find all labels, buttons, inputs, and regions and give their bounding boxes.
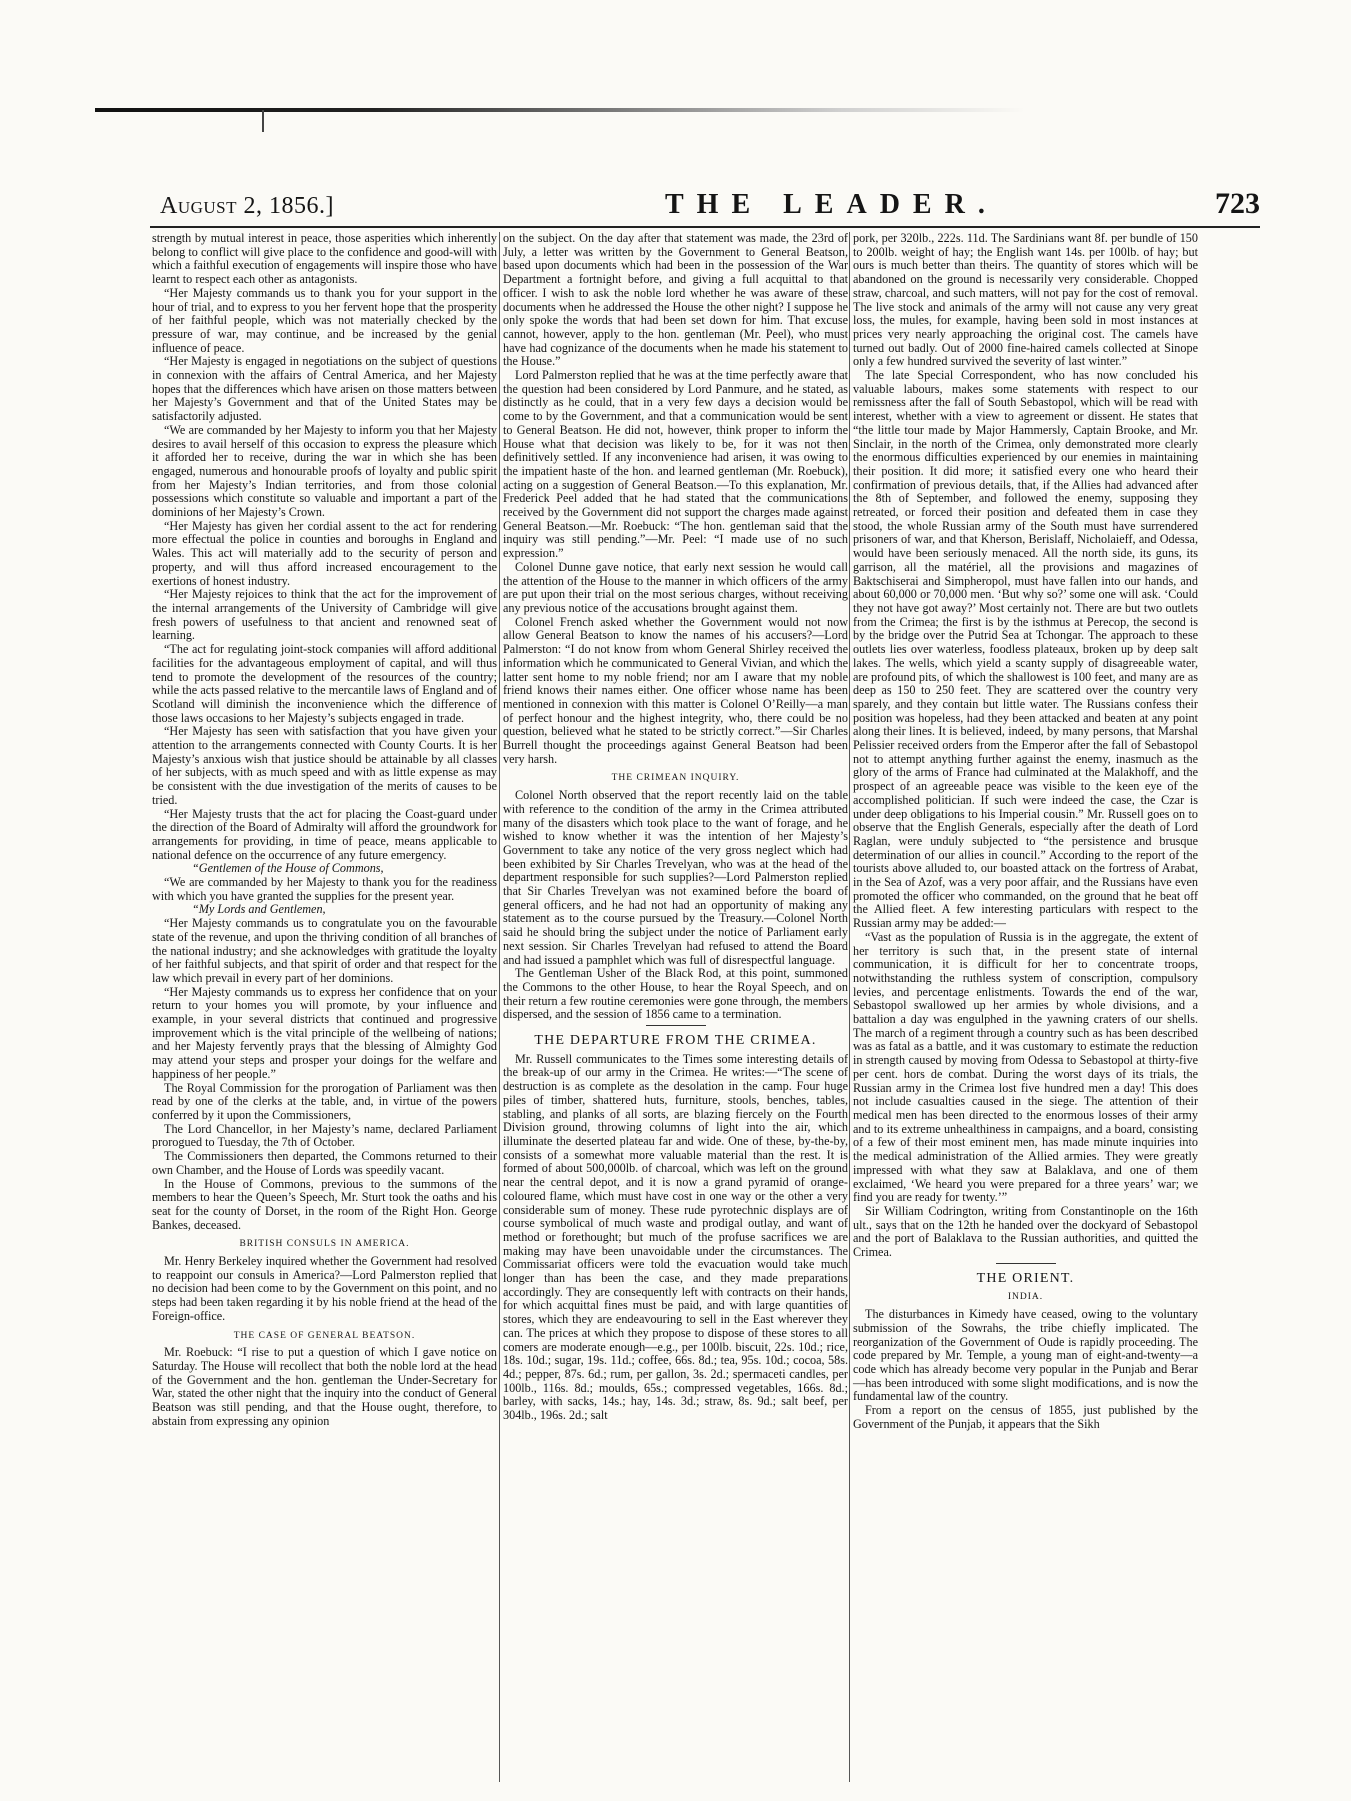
section-rule [646, 1025, 706, 1026]
column-divider [849, 232, 850, 1782]
article-heading: THE ORIENT. [976, 1270, 1075, 1286]
page-header [150, 185, 1260, 225]
paragraph: Mr. Russell communicates to the Times some interesting details of the break-up of our army in the Crimea. He writes:—“The scene of destruction is as complete as the desolation in the camp. Four huge piles of timber, shattered huts, furniture, stools, benches, tables, stabling, and planks of all sorts, are blazing fiercely on the Fourth Division ground, throwing columns of light into the air, which illuminate the deserted plateau far and wide. One of these, by-the-by, consists of a somewhat more valuable material than the rest. It is formed of about 500,000lb. of charcoal, which was left on the ground near the central depot, and it is now a grand pyramid of orange-coloured flame, which must have cost in one way or the other a very considerable sum of money. These rude pyrotechnic displays are of course symbolical of much waste and prodigal outlay, and want of method or forethought; but much of the profuse sacrifices we are making may have been unavoidable under the circumstances. The Commissariat officers were told the evacuation would take much longer than has been the case, and they made preparations accordingly. They are consequently left with contracts on their hands, for which acquittal fines must be paid, and with large quantities of stores, which they are endeavouring to sell in the East wherever they can. The prices at which they propose to dispose of these stores to all comers are moderate enough—e.g., per 100lb. biscuit, 22s. 10d.; rice, 18s. 10d.; sugar, 19s. 11d.; coffee, 66s. 8d.; tea, 95s. 10d.; cocoa, 58s. 4d.; pepper, 87s. 6d.; rum, per gallon, 3s. 2d.; spermaceti candles, per 100lb., 116s. 8d.; moulds, 65s.; compressed vegetables, 166s. 8d.; barley, with sacks, 14s.; hay, 14s. 3d.; straw, 8s. 9d.; salt beef, per 304lb., 196s. 2d.; salt [503, 1051, 848, 1423]
paragraph: pork, per 320lb., 222s. 11d. The Sardinians want 8f. per bundle of 150 to 200lb. weight of hay; the English want 14s. per 100lb. of hay; but ours is much better than theirs. The quantity of stores which will be abandoned on the ground is necessarily very considerable. Chopped straw, charcoal, and such matters, will not pay for the cost of removal. The live stock and animals of the army will not cause any very great loss, the mules, for example, having been sold in most instances at prices very nearly approaching the original cost. The camels have turned out badly. Out of 2000 fine-haired camels collected at Sinope only a few hundred survived the severity of last winter.” [853, 231, 1198, 369]
paragraph: The Lord Chancellor, in her Majesty’s name, declared Parliament prorogued to Tuesday, the 7th of October. [152, 1121, 497, 1150]
paragraph: “We are commanded by her Majesty to thank you for the readiness with which you have granted the supplies for the present year. [152, 875, 497, 903]
issue-date: August 2, 1856.] [160, 193, 334, 219]
paragraph: “The act for regulating joint-stock companies will afford additional facilities for the advantageous employment of capital, and will thus tend to promote the development of the resources of the country; while the acts passed relative to the mercantile laws of England and of Scotland will diminish the inconvenience which the difference of those laws occasions to her Majesty’s subjects engaged in trade. [152, 642, 497, 725]
paragraph: Colonel French asked whether the Government would not now allow General Beatson to know the names of his accusers?—Lord Palmerston: “I do not know from whom General Shirley received the information which he communicated to General Vivian, and which the latter sent home to my noble friend; nor am I aware that my noble friend knows their names either. One officer whose name has been mentioned in connexion with this matter is Colonel O’Reilly—a man of perfect honour and the highest integrity, who, there could be no question, believed what he stated to be strictly correct.”—Sir Charles Burrell thought the proceedings against General Beatson had been very harsh. [503, 614, 848, 766]
column-2 [503, 232, 848, 1423]
paragraph: The Royal Commission for the prorogation of Parliament was then read by one of the clerks at the table, and, in virtue of the powers conferred by it upon the Commissioners, [152, 1080, 497, 1122]
paragraph: Mr. Henry Berkeley inquired whether the Government had resolved to reappoint our consuls in America?—Lord Palmerston replied that no decision had been come to by the Government on this point, and no steps had been taken regarding it by his noble friend at the head of the Foreign-office. [152, 1254, 497, 1323]
paragraph: “Her Majesty commands us to express her confidence that on your return to your homes you will promote, by your influence and example, in your several districts that continued and progressive improvement which is the vital principle of the wellbeing of nations; and her Majesty fervently prays that the blessing of Almighty God may attend your steps and prosper your doings for the welfare and happiness of her people.” [152, 984, 497, 1081]
subheading: BRITISH CONSULS IN AMERICA. [239, 1239, 410, 1250]
paragraph: Colonel North observed that the report recently laid on the table with reference to the condition of the army in the Crimea attributed many of the disasters which took place to the want of forage, and he wished to know whether it was the intention of her Majesty’s Government to take any notice of the very gross neglect which had been exhibited by Sir Charles Trevelyan, who was at the head of the department responsible for such supplies?—Lord Palmerston replied that Sir Charles Trevelyan was not examined before the board of general officers, and he had not had an opportunity of making any statement as to the course pursued by the Treasury.—Colonel North said he should bring the subject under the notice of Parliament early next session. Sir Charles Trevelyan had refused to attend the Board and had issued a pamphlet which was full of disrespectful language. [503, 788, 848, 967]
paragraph: “Her Majesty has given her cordial assent to the act for rendering more effectual the police in counties and boroughs in England and Wales. This act will materially add to the security of person and property, and will thus afford increased encouragement to the exertions of honest industry. [152, 518, 497, 588]
column-3 [853, 232, 1198, 1431]
paragraph: The late Special Correspondent, who has now concluded his valuable labours, makes some statements with respect to our remissness after the fall of South Sebastopol, which will be read with interest, whether with a view to agreement or dissent. He states that “the little tour made by Major Hammersly, Captain Brooke, and Mr. Sinclair, in the north of the Crimea, only demonstrated more clearly the enormous difficulties experienced by our enemies in maintaining their position. It did more; it satisfied every one who heard their confirmation of previous details, that, if the Allies had advanced after the 8th of September, and followed the enemy, supposing they retreated, or forced their position and defeated them in case they stood, the whole Russian army of the South must have surrendered prisoners of war, and that Kherson, Berislaff, Nicholaieff, and Odessa, would have been seriously menaced. All the north side, its guns, its garrison, all the matériel, all the provisions and magazines of Baktschiserai and Simpheropol, must have fallen into our hands, and about 60,000 or 70,000 men. ‘But why so?’ some one will ask. ‘Could they not have got away?’ Most certainly not. There are but two outlets from the Crimea; the first is by the isthmus at Perecop, the second is by the bridge over the Putrid Sea at Tchongar. The approach to these outlets lies over waterless, foodless plateaux, broken up by deep salt lakes. The wells, which yield a scanty supply of disagreeable water, are profound pits, of which the shallowest is 100 feet, and many are as deep as 150 to 250 feet. They are scattered over the country very sparely, and they contain but little water. The Russians confess their position was hopeless, had they been attacked and beaten at any point along their lines. It is believed, indeed, by many persons, that Marshal Pelissier received orders from the Emperor after the fall of Sebastopol not to attempt anything further against the enemy, inasmuch as the glory of the arms of France had culminated at the Malakhoff, and the prospect of an agreeable peace was visible to the keen eye of the accomplished politician. If such were indeed the case, the Czar is under deep obligations to his Imperial cousin.” Mr. Russell goes on to observe that the English Generals, especially after the death of Lord Raglan, were unduly subjected to “the persistence and brusque determination of our allies in council.” According to the report of the tourists above alluded to, our boasted attack on the fortress of Arabat, in the Sea of Azof, was a very poor affair, and the Russians have even promoted the officer who commanded, on the ground that he beat off the Allied fleet. A few interesting particulars with respect to the Russian army may be added:— [853, 368, 1198, 931]
paragraph: “Her Majesty is engaged in negotiations on the subject of questions in connexion with the affairs of Central America, and her Majesty hopes that the differences which have arisen on those matters between her Majesty’s Government and that of the United States may be satisfactorily adjusted. [152, 354, 497, 424]
paragraph: Mr. Roebuck: “I rise to put a question of which I gave notice on Saturday. The House will recollect that both the noble lord at the head of the Government and the hon. gentleman the Under-Secretary for War, stated the other night that the inquiry into the conduct of General Beatson was still pending, and that the House ought, therefore, to abstain from expressing any opinion [152, 1345, 497, 1428]
paragraph: From a report on the census of 1855, just published by the Government of the Punjab, it appears that the Sikh [853, 1403, 1198, 1431]
paragraph: “Her Majesty rejoices to think that the act for the improvement of the internal arrangements of the University of Cambridge will give fresh powers of usefulness to that ancient and renowned seat of learning. [152, 587, 497, 643]
paragraph: Colonel Dunne gave notice, that early next session he would call the attention of the House to the manner in which officers of the army are put upon their trial on the most serious charges, without receiving any previous notice of the accusations brought against them. [503, 559, 848, 615]
paragraph: “Vast as the population of Russia is in the aggregate, the extent of her territory is such that, in the present state of internal communication, it is difficult for her to concentrate troops, notwithstanding the ruthless system of conscription, compulsory levies, and percentage enlistments. Towards the end of the war, Sebastopol swallowed up her armies by whole divisions, and a battalion a day was engulphed in the yawning craters of our shells. The march of a regiment through a country such as has been described was as fatal as a battle, and it was customary to estimate the reduction in strength caused by moving from Odessa to Sebastopol at thirty-five per cent. hors de combat. During the worst days of its trials, the Russian army in the Crimea lost five hundred men a day! This does not include casualties caused in the siege. The attention of their medical men has been directed to the enormous losses of their army and to its extreme unhealthiness in campaigns, and a board, consisting of a few of their most eminent men, has made minute inquiries into the medical administration of the Allied armies. They were greatly impressed with what they saw at Balaklava, and one of them exclaimed, ‘We heard you were prepared for a three years’ war; we find you are ready for twenty.’” [853, 929, 1198, 1205]
subheading: THE CRIMEAN INQUIRY. [611, 773, 740, 784]
column-1 [152, 232, 497, 1428]
paragraph: “Her Majesty trusts that the act for placing the Coast-guard under the direction of the Board of Admiralty will afford the groundwork for arrangements for providing, in time of peace, means applicable to national defence on the occurrence of any future emergency. [152, 806, 497, 862]
address-line: “My Lords and Gentlemen, [192, 902, 326, 917]
column-divider [499, 232, 500, 1782]
paragraph: “Her Majesty commands us to congratulate you on the favourable state of the revenue, and upon the thriving condition of all branches of the national industry; and she acknowledges with gratitude the loyalty of her faithful subjects, and that spirit of order and that respect for the law which prevail in every part of her dominions. [152, 916, 497, 985]
section-rule [996, 1263, 1056, 1264]
subheading: INDIA. [1007, 1292, 1044, 1303]
top-rule-tick [262, 110, 264, 132]
paragraph: The disturbances in Kimedy have ceased, owing to the voluntary submission of the Sowrahs, the tribe chiefly implicated. The reorganization of the Government of Oude is rapidly proceeding. The code prepared by Mr. Temple, a young man of eight-and-twenty—a code which has already become very popular in the Punjab and Berar—has been introduced with some slight modifications, and is now the fundamental law of the country. [853, 1307, 1198, 1404]
article-heading: THE DEPARTURE FROM THE CRIMEA. [534, 1033, 817, 1049]
top-rule-band [95, 108, 1025, 112]
subheading: THE CASE OF GENERAL BEATSON. [233, 1330, 416, 1341]
masthead-title: THE LEADER. [665, 189, 998, 220]
address-line: “Gentlemen of the House of Commons, [192, 861, 384, 876]
paragraph: on the subject. On the day after that statement was made, the 23rd of July, a letter was written by the Government to General Beatson, based upon documents which had been in the possession of the War Department a fortnight before, and giving a full acquittal to that officer. I wish to ask the noble lord whether he was aware of these documents when he addressed the House the other night? I suppose he only spoke the words that had been set down for him. That excuse cannot, however, apply to the hon. gentleman (Mr. Peel), who must have had cognizance of the documents when he made his statement to the House.” [503, 231, 848, 369]
paragraph: In the House of Commons, previous to the summons of the members to hear the Queen’s Speech, Mr. Sturt took the oaths and his seat for the county of Dorset, in the room of the Right Hon. George Bankes, deceased. [152, 1176, 497, 1232]
paragraph: Lord Palmerston replied that he was at the time perfectly aware that the question had been considered by Lord Panmure, and he stated, as distinctly as he could, that in a very few days a decision would be come to by the Government, and that a communication would be sent to General Beatson. He did not, however, think proper to inform the House what that decision was likely to be, for it was not then definitively settled. If any inconvenience had arisen, it was owing to the impatient haste of the hon. and learned gentleman (Mr. Roebuck), acting on a suggestion of General Beatson.—To this explanation, Mr. Frederick Peel added that he had stated that the communications received by the Government did not support the charges made against General Beatson.—Mr. Roebuck: “The hon. gentleman said that the inquiry was still pending.”—Mr. Peel: “I made use of no such expression.” [503, 368, 848, 561]
paragraph: The Gentleman Usher of the Black Rod, at this point, summoned the Commons to the other House, to hear the Royal Speech, and on their return a few routine ceremonies were gone through, the members dispersed, and the session of 1856 came to a termination. [503, 966, 848, 1022]
paragraph: The Commissioners then departed, the Commons returned to their own Chamber, and the House of Lords was speedily vacant. [152, 1149, 497, 1177]
paragraph: Sir William Codrington, writing from Constantinople on the 16th ult., says that on the 12th he handed over the dockyard of Sebastopol and the port of Balaklava to the Russian authorities, and quitted the Crimea. [853, 1203, 1198, 1260]
paragraph: strength by mutual interest in peace, those asperities which inherently belong to conflict will give place to the confidence and good-will with which a faithful execution of engagements will inspire those who have learnt to respect each other as antagonists. [152, 231, 497, 287]
header-rule [150, 226, 1260, 228]
paragraph: “We are commanded by her Majesty to inform you that her Majesty desires to avail herself of this occasion to express the pleasure which it afforded her to receive, during the war in which she has been engaged, numerous and honourable proofs of loyalty and public spirit from her Majesty’s Indian territories, and from those colonial possessions which constitute so valuable and important a part of the dominions of her Majesty’s Crown. [152, 422, 497, 520]
paragraph: “Her Majesty commands us to thank you for your support in the hour of trial, and to express to you her fervent hope that the prosperity of her faithful people, which was not materially checked by the pressure of war, may continue, and be increased by the genial influence of peace. [152, 285, 497, 355]
paragraph: “Her Majesty has seen with satisfaction that you have given your attention to the arrangements connected with County Courts. It is her Majesty’s anxious wish that justice should be attainable by all classes of her subjects, with as much speed and with as little expense as may be consistent with the due investigation of the merits of causes to be tried. [152, 724, 497, 807]
page-number: 723 [1215, 187, 1260, 220]
